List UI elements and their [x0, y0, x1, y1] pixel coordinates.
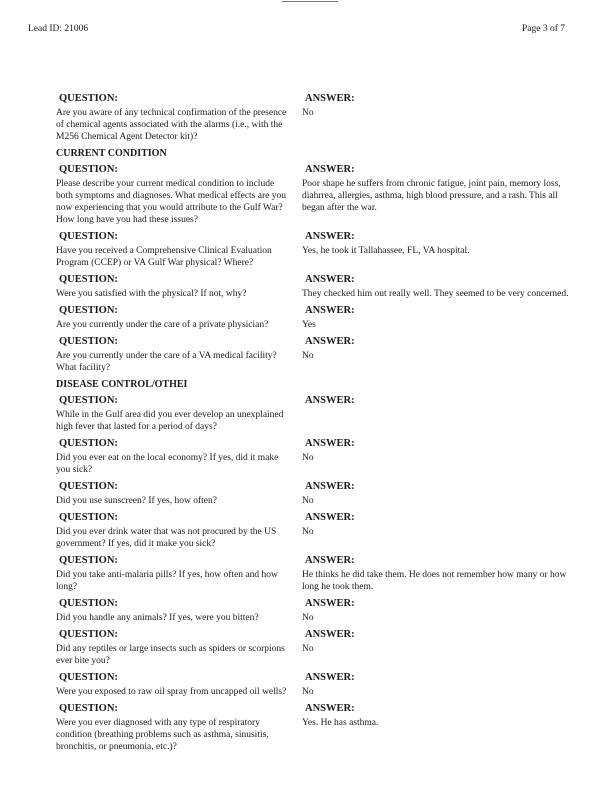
question-block [56, 702, 302, 753]
question-text: Did you ever drink water that was not procured by the US government? If yes, did it make you sick? [56, 527, 277, 549]
answer-block [302, 230, 576, 269]
question-block [56, 304, 302, 331]
question-label: QUESTION: [59, 231, 118, 242]
answer-text: They checked him out really well. They seemed to be very concerned. [302, 289, 569, 299]
answer-label: ANSWER: [305, 231, 355, 242]
answer-text: No [302, 613, 314, 623]
question-label: QUESTION: [59, 598, 118, 609]
answer-label: ANSWER: [305, 512, 355, 523]
question-label: QUESTION: [59, 274, 118, 285]
question-block [56, 230, 302, 269]
qa-row [56, 304, 576, 331]
question-block [56, 511, 302, 550]
question-text: Please describe your current medical condition to include both symptoms and diagnoses. What medical effects are you now experiencing that you would attribute to the Gulf War? How long have you had these issues? [56, 179, 286, 225]
answer-text: No [302, 351, 314, 361]
question-label: QUESTION: [59, 629, 118, 640]
answer-block [302, 597, 576, 624]
question-text: Have you received a Comprehensive Clinical Evaluation Program (CCEP) or VA Gulf War physical? Where? [56, 246, 272, 268]
answer-text: No [302, 644, 314, 654]
answer-label: ANSWER: [305, 438, 355, 449]
answer-label: ANSWER: [305, 164, 355, 175]
answer-block [302, 628, 576, 667]
question-label: QUESTION: [59, 703, 118, 714]
answer-label: ANSWER: [305, 305, 355, 316]
lead-id: Lead ID: 21006 [28, 24, 89, 34]
question-label: QUESTION: [59, 305, 118, 316]
question-block [56, 437, 302, 476]
question-text: While in the Gulf area did you ever develop an unexplained high fever that lasted for a period of days? [56, 410, 284, 432]
answer-text: Yes. He has asthma. [302, 718, 379, 728]
interview-document [56, 92, 576, 757]
qa-row [56, 597, 576, 624]
question-label: QUESTION: [59, 164, 118, 175]
question-label: QUESTION: [59, 481, 118, 492]
answer-label: ANSWER: [305, 274, 355, 285]
question-label: QUESTION: [59, 93, 118, 104]
question-block [56, 628, 302, 667]
answer-block [302, 480, 576, 507]
question-label: QUESTION: [59, 438, 118, 449]
question-block [56, 92, 302, 143]
qa-row [56, 437, 576, 476]
answer-text: Poor shape he suffers from chronic fatigue, joint pain, memory loss, diahrrea, allergies, asthma, high blood pressure, and a rash. This all began after the war. [302, 179, 561, 213]
question-block [56, 671, 302, 698]
answer-label: ANSWER: [305, 703, 355, 714]
answer-block [302, 92, 576, 143]
qa-row [56, 554, 576, 593]
question-text: Did you ever eat on the local economy? If yes, did it make you sick? [56, 453, 279, 475]
qa-row [56, 394, 576, 433]
answer-label: ANSWER: [305, 93, 355, 104]
question-block [56, 163, 302, 226]
answer-text: No [302, 687, 314, 697]
qa-row [56, 511, 576, 550]
qa-row [56, 702, 576, 753]
question-text: Did any reptiles or large insects such as spiders or scorpions ever bite you? [56, 644, 285, 666]
question-label: QUESTION: [59, 336, 118, 347]
question-label: QUESTION: [59, 672, 118, 683]
question-text: Did you handle any animals? If yes, were you bitten? [56, 613, 259, 623]
section-heading: DISEASE CONTROL/OTHEI [56, 379, 188, 390]
question-block [56, 335, 302, 374]
answer-text: He thinks he did take them. He does not remember how many or how long he took them. [302, 570, 567, 592]
question-label: QUESTION: [59, 395, 118, 406]
qa-row [56, 671, 576, 698]
answer-label: ANSWER: [305, 672, 355, 683]
answer-label: ANSWER: [305, 336, 355, 347]
question-block [56, 597, 302, 624]
question-text: Are you currently under the care of a VA medical facility? What facility? [56, 351, 277, 373]
answer-text: No [302, 453, 314, 463]
qa-row [56, 335, 576, 374]
scan-artifact-line [282, 1, 338, 2]
answer-block [302, 304, 576, 331]
qa-row [56, 163, 576, 226]
answer-block [302, 335, 576, 374]
answer-label: ANSWER: [305, 481, 355, 492]
qa-row [56, 628, 576, 667]
answer-label: ANSWER: [305, 598, 355, 609]
answer-label: ANSWER: [305, 395, 355, 406]
question-text: Did you use sunscreen? If yes, how often? [56, 496, 217, 506]
question-text: Were you satisfied with the physical? If not, why? [56, 289, 247, 299]
answer-text: No [302, 527, 314, 537]
answer-block [302, 671, 576, 698]
answer-block [302, 394, 576, 433]
section-heading: CURRENT CONDITION [56, 148, 167, 159]
answer-block [302, 273, 576, 300]
page-number: Page 3 of 7 [522, 24, 566, 34]
question-block [56, 394, 302, 433]
answer-text: No [302, 496, 314, 506]
answer-block [302, 554, 576, 593]
answer-label: ANSWER: [305, 555, 355, 566]
question-text: Are you aware of any technical confirmation of the presence of chemical agents associated with the alarms (i.e., with the M256 Chemical Agent Detector kit)? [56, 108, 287, 142]
answer-text: No [302, 108, 314, 118]
answer-block [302, 437, 576, 476]
qa-row [56, 92, 576, 143]
qa-row [56, 480, 576, 507]
answer-block [302, 511, 576, 550]
question-label: QUESTION: [59, 512, 118, 523]
question-block [56, 273, 302, 300]
answer-block [302, 163, 576, 226]
answer-label: ANSWER: [305, 629, 355, 640]
question-block [56, 480, 302, 507]
question-block [56, 554, 302, 593]
answer-text: Yes [302, 320, 316, 330]
question-label: QUESTION: [59, 555, 118, 566]
answer-block [302, 702, 576, 753]
question-text: Were you exposed to raw oil spray from uncapped oil wells? [56, 687, 287, 697]
qa-row [56, 273, 576, 300]
question-text: Are you currently under the care of a private physician? [56, 320, 269, 330]
answer-text: Yes, he took it Tallahassee, FL, VA hospital. [302, 246, 470, 256]
question-text: Did you take anti-malaria pills? If yes, how often and how long? [56, 570, 278, 592]
qa-row [56, 230, 576, 269]
question-text: Were you ever diagnosed with any type of respiratory condition (breathing problems such as asthma, sinusitis, bronchitis, or pneumonia, etc.)? [56, 718, 269, 752]
